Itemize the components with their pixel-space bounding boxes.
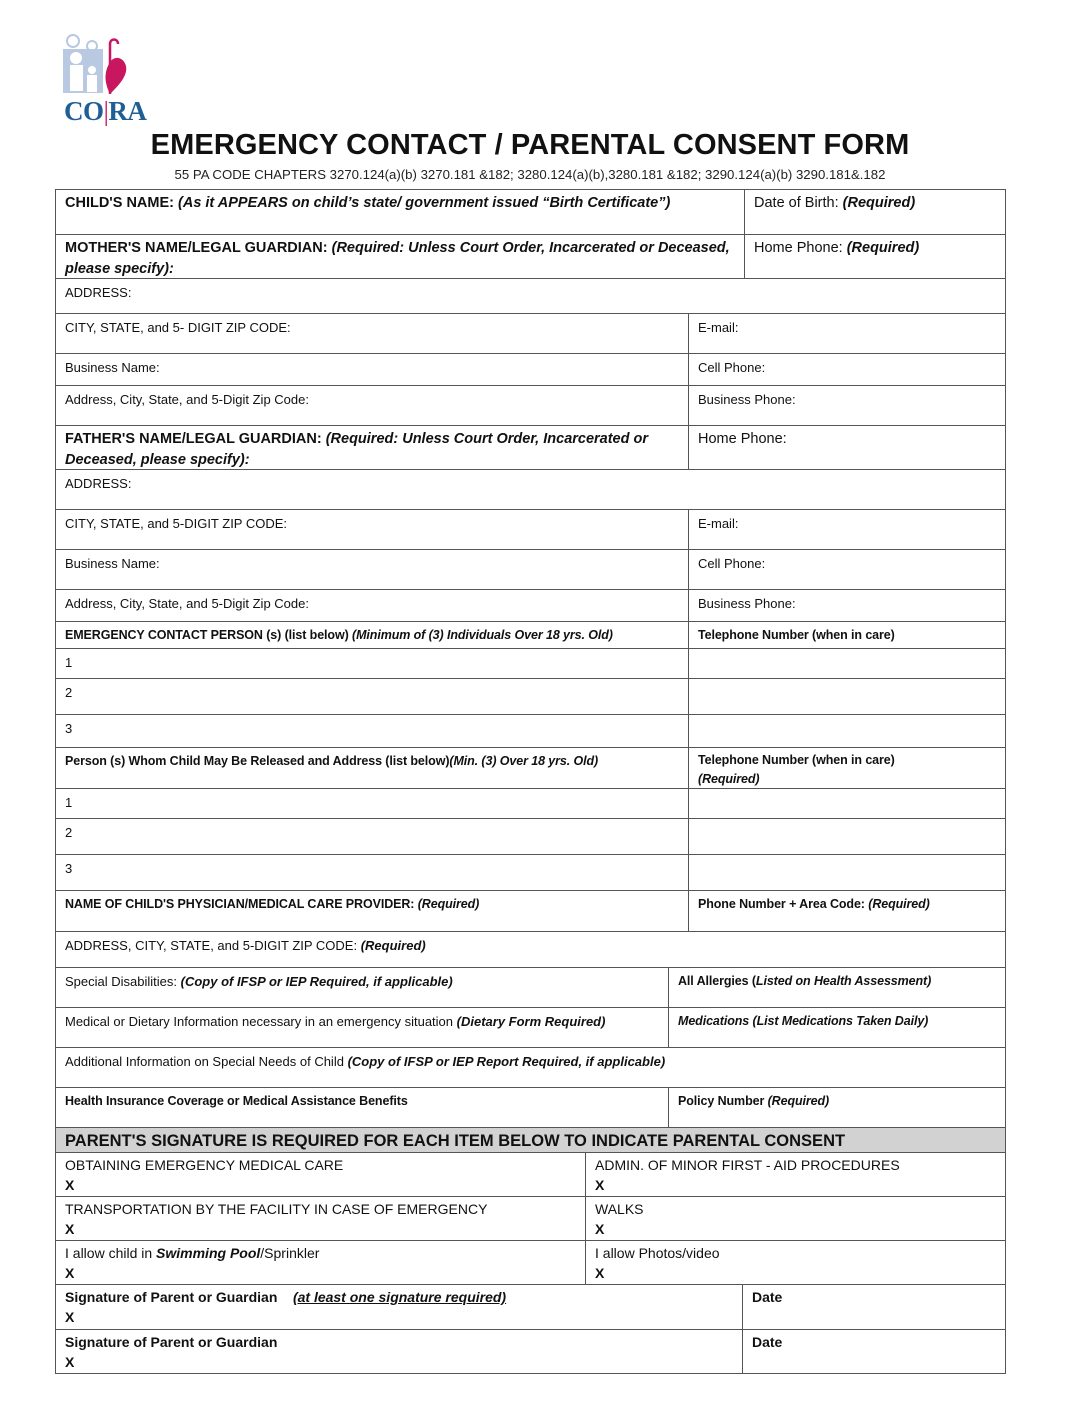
release-phone-header — [688, 747, 1006, 789]
parent-signature-2[interactable] — [55, 1329, 743, 1374]
father-name-field[interactable] — [55, 425, 689, 470]
allergies-label: All Allergies ( — [678, 974, 756, 988]
consent-label: ADMIN. OF MINOR FIRST - AID PROCEDURES — [595, 1157, 900, 1173]
page-subtitle: 55 PA CODE CHAPTERS 3270.124(a)(b) 3270.181 &182; 3280.124(a)(b),3280.181 &182; 3290.124(a)(b) 3290.181&.182 — [174, 167, 886, 182]
release-person-1[interactable] — [55, 788, 689, 819]
emergency-phone-label: Telephone Number (when in care) — [698, 628, 895, 642]
consent-label-em: Swimming Pool — [156, 1245, 261, 1261]
allergies-note: Listed on Health Assessment) — [755, 974, 932, 988]
emergency-phone-3[interactable] — [688, 714, 1006, 748]
consent-swimming-pool[interactable] — [55, 1240, 586, 1285]
signature-label: Signature of Parent or Guardian — [65, 1289, 278, 1305]
cora-logo — [60, 32, 146, 126]
additional-note: (Copy of IFSP or IEP Report Required, if applicable) — [347, 1054, 666, 1069]
signature-note: (at least one signature required) — [292, 1289, 507, 1305]
father-name-note: (Required: Unless Court Order, Incarcerated or Deceased, please specify): — [65, 431, 649, 468]
row-number: 3 — [65, 861, 73, 876]
release-phone-2[interactable] — [688, 818, 1006, 855]
release-person-2[interactable] — [55, 818, 689, 855]
signature-mark: X — [65, 1354, 75, 1370]
release-phone-3[interactable] — [688, 854, 1006, 891]
mother-name-note: (Required: Unless Court Order, Incarcerated or Deceased, please specify): — [65, 240, 730, 277]
consent-walks[interactable] — [585, 1196, 1006, 1241]
dob-note: (Required) — [842, 195, 916, 211]
mother-business-name-field[interactable] — [55, 353, 689, 386]
allergies-field[interactable] — [668, 967, 1006, 1008]
policy-label: Policy Number — [678, 1094, 765, 1108]
emergency-phone-2[interactable] — [688, 678, 1006, 715]
row-number: 3 — [65, 721, 73, 736]
physician-phone-label: Phone Number + Area Code: — [698, 897, 865, 911]
emergency-contact-header — [55, 621, 689, 649]
release-phone-note: (Required) — [698, 772, 760, 786]
consent-label: I allow Photos/video — [595, 1245, 720, 1261]
consent-label: OBTAINING EMERGENCY MEDICAL CARE — [65, 1157, 344, 1173]
father-business-phone-field[interactable] — [688, 589, 1006, 622]
mother-address-field[interactable] — [55, 278, 1006, 314]
mother-email-label: E-mail: — [698, 320, 739, 335]
mother-address-label: ADDRESS: — [65, 285, 132, 300]
father-cell-phone-label: Cell Phone: — [698, 556, 766, 571]
release-persons-header — [55, 747, 689, 789]
child-name-label: CHILD'S NAME: — [65, 195, 174, 211]
signature-mark: X — [65, 1265, 75, 1281]
mother-business-phone-label: Business Phone: — [698, 392, 796, 407]
dietary-note: (Dietary Form Required) — [456, 1014, 606, 1029]
mother-business-name-label: Business Name: — [65, 360, 160, 375]
parent-signature-1[interactable] — [55, 1284, 743, 1330]
additional-label: Additional Information on Special Needs of Child — [65, 1054, 344, 1069]
policy-number-field[interactable] — [668, 1087, 1006, 1128]
row-number: 1 — [65, 655, 73, 670]
date-label: Date — [752, 1334, 783, 1350]
father-cell-phone-field[interactable] — [688, 549, 1006, 590]
release-label: Person (s) Whom Child May Be Released and Address (list below) — [65, 754, 450, 768]
signature-mark: X — [595, 1177, 605, 1193]
consent-first-aid[interactable] — [585, 1152, 1006, 1197]
mother-name-field[interactable] — [55, 234, 745, 279]
dietary-info-field[interactable] — [55, 1007, 669, 1048]
medications-label: Medications (List Medications Taken Daily) — [678, 1014, 929, 1028]
signature-mark: X — [595, 1265, 605, 1281]
physician-address-note: (Required) — [360, 938, 426, 953]
mother-home-phone-label: Home Phone: — [754, 240, 843, 256]
father-business-name-label: Business Name: — [65, 556, 160, 571]
signature-label: Signature of Parent or Guardian — [65, 1334, 278, 1350]
disabilities-label: Special Disabilities: — [65, 974, 177, 989]
emergency-contact-3[interactable] — [55, 714, 689, 748]
signature-mark: X — [65, 1309, 75, 1325]
insurance-label: Health Insurance Coverage or Medical Assistance Benefits — [65, 1094, 408, 1108]
consent-photos-video[interactable] — [585, 1240, 1006, 1285]
insurance-field[interactable] — [55, 1087, 669, 1128]
dietary-label: Medical or Dietary Information necessary in an emergency situation — [65, 1014, 454, 1029]
signature-mark: X — [65, 1177, 75, 1193]
father-business-name-field[interactable] — [55, 549, 689, 590]
father-email-label: E-mail: — [698, 516, 739, 531]
mother-business-address-field[interactable] — [55, 385, 689, 426]
mother-business-address-label: Address, City, State, and 5-Digit Zip Code: — [65, 392, 309, 407]
physician-address-label: ADDRESS, CITY, STATE, and 5-DIGIT ZIP CODE: — [65, 938, 358, 953]
consent-transportation[interactable] — [55, 1196, 586, 1241]
row-number: 2 — [65, 685, 73, 700]
medications-field[interactable] — [668, 1007, 1006, 1048]
mother-cell-phone-field[interactable] — [688, 353, 1006, 386]
row-number: 2 — [65, 825, 73, 840]
physician-label: NAME OF CHILD'S PHYSICIAN/MEDICAL CARE PROVIDER: — [65, 897, 415, 911]
physician-name-field[interactable] — [55, 890, 689, 932]
father-name-label: FATHER'S NAME/LEGAL GUARDIAN: — [65, 431, 322, 447]
father-home-phone-field[interactable] — [688, 425, 1006, 470]
physician-address-field[interactable] — [55, 931, 1006, 968]
consent-label-pre: I allow child in — [65, 1245, 157, 1261]
release-person-3[interactable] — [55, 854, 689, 891]
mother-home-phone-note: (Required) — [846, 240, 920, 256]
father-address-label: ADDRESS: — [65, 476, 132, 491]
mother-city-field[interactable] — [55, 313, 689, 354]
father-city-field[interactable] — [55, 509, 689, 550]
emergency-contact-2[interactable] — [55, 678, 689, 715]
row-number: 1 — [65, 795, 73, 810]
mother-name-label: MOTHER'S NAME/LEGAL GUARDIAN: — [65, 240, 328, 256]
date-label: Date — [752, 1289, 783, 1305]
father-city-label: CITY, STATE, and 5-DIGIT ZIP CODE: — [65, 516, 288, 531]
release-phone-label: Telephone Number (when in care) — [698, 753, 895, 767]
consent-label-post: /Sprinkler — [260, 1245, 320, 1261]
child-name-field[interactable] — [55, 189, 745, 235]
page-title: EMERGENCY CONTACT / PARENTAL CONSENT FORM — [150, 129, 910, 161]
emergency-note: (Minimum of (3) Individuals Over 18 yrs. Old) — [352, 628, 613, 642]
policy-note: (Required) — [767, 1094, 830, 1108]
signature-date-1[interactable] — [742, 1284, 1006, 1330]
mother-city-label: CITY, STATE, and 5- DIGIT ZIP CODE: — [65, 320, 291, 335]
physician-note: (Required) — [417, 897, 480, 911]
release-phone-1[interactable] — [688, 788, 1006, 819]
logo-text: CO|RA — [64, 96, 147, 126]
signature-mark: X — [595, 1221, 605, 1237]
special-disabilities-field[interactable] — [55, 967, 669, 1008]
emergency-phone-header — [688, 621, 1006, 649]
father-business-address-label: Address, City, State, and 5-Digit Zip Code: — [65, 596, 309, 611]
consent-label: TRANSPORTATION BY THE FACILITY IN CASE OF EMERGENCY — [65, 1201, 488, 1217]
dob-label: Date of Birth: — [754, 195, 839, 211]
family-heart-icon — [60, 32, 146, 96]
father-address-field[interactable] — [55, 469, 1006, 510]
consent-header: PARENT'S SIGNATURE IS REQUIRED FOR EACH ITEM BELOW TO INDICATE PARENTAL CONSENT — [55, 1127, 1006, 1153]
physician-phone-field[interactable] — [688, 890, 1006, 932]
release-note: (Min. (3) Over 18 yrs. Old) — [449, 754, 599, 768]
father-business-phone-label: Business Phone: — [698, 596, 796, 611]
father-email-field[interactable] — [688, 509, 1006, 550]
signature-mark: X — [65, 1221, 75, 1237]
date-of-birth-field[interactable] — [744, 189, 1006, 235]
father-home-phone-label: Home Phone: — [698, 431, 787, 447]
mother-home-phone-field[interactable] — [744, 234, 1006, 279]
emergency-label: EMERGENCY CONTACT PERSON (s) (list below) — [65, 628, 349, 642]
child-name-note: (As it APPEARS on child’s state/ government issued “Birth Certificate”) — [178, 195, 671, 211]
consent-label: WALKS — [595, 1201, 644, 1217]
consent-emergency-medical-care[interactable] — [55, 1152, 586, 1197]
mother-email-field[interactable] — [688, 313, 1006, 354]
disabilities-note: (Copy of IFSP or IEP Required, if applicable) — [180, 974, 453, 989]
physician-phone-note: (Required) — [868, 897, 930, 911]
emergency-contact-1[interactable] — [55, 648, 689, 679]
signature-date-2[interactable] — [742, 1329, 1006, 1374]
emergency-phone-1[interactable] — [688, 648, 1006, 679]
mother-cell-phone-label: Cell Phone: — [698, 360, 766, 375]
additional-info-field[interactable] — [55, 1047, 1006, 1088]
mother-business-phone-field[interactable] — [688, 385, 1006, 426]
father-business-address-field[interactable] — [55, 589, 689, 622]
